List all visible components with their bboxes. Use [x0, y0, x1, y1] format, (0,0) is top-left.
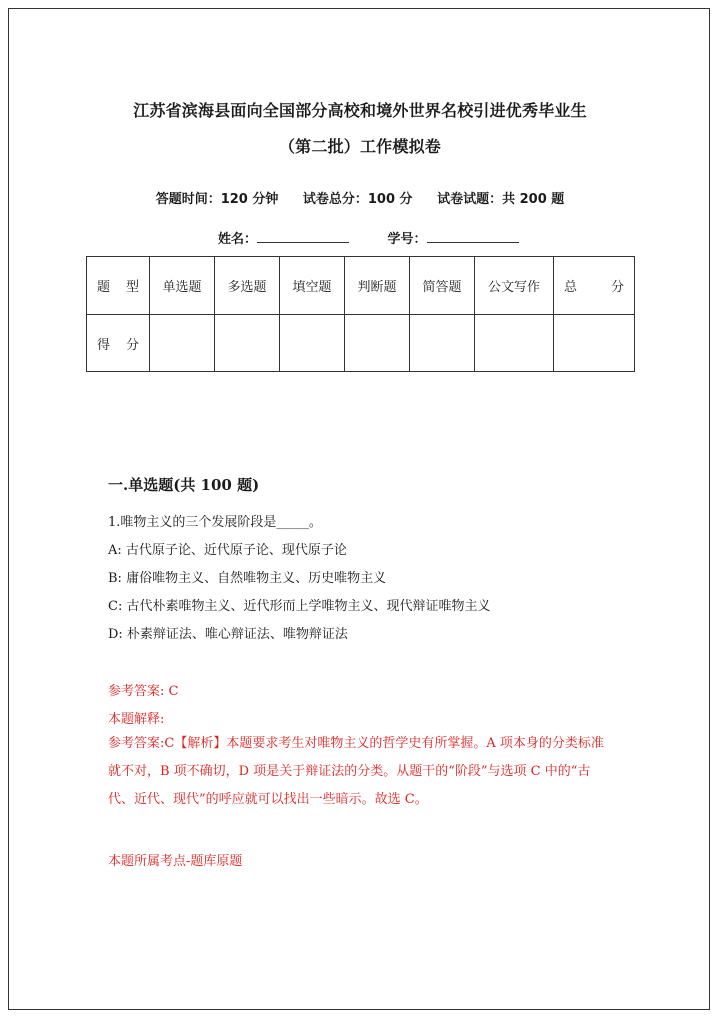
header-total-b: 分 [610, 280, 624, 295]
header-col-single: 单选题 [150, 257, 215, 315]
name-field [218, 228, 349, 247]
option-d[interactable]: D: 朴素辩证法、唯心辩证法、唯物辩证法 [108, 627, 348, 642]
id-field [388, 228, 519, 247]
header-col-judge: 判断题 [345, 257, 410, 315]
exam-total-score: 试卷总分：100 分 [302, 192, 413, 207]
score-table-header-row [87, 257, 635, 315]
header-col-multi: 多选题 [215, 257, 280, 315]
id-blank[interactable] [427, 230, 519, 243]
score-label-b: 分 [125, 337, 139, 353]
explanation-text: 参考答案:C【解析】本题要求考生对唯物主义的哲学史有所掌握。A 项本身的分类标准就不对，B 项不确切，D 项是关于辩证法的分类。从题干的“阶段”与选项 C 中的“古代、近代、现代”的呼应就可以找出一些暗示。故选 C。 [108, 736, 604, 807]
header-col-fill: 填空题 [280, 257, 345, 315]
explanation-label: 本题解释: [108, 712, 165, 727]
score-cell-judge[interactable] [345, 315, 410, 372]
header-col-short: 简答题 [410, 257, 475, 315]
question-stem: 1.唯物主义的三个发展阶段是_____。 [108, 515, 322, 530]
option-a[interactable]: A: 古代原子论、近代原子论、现代原子论 [108, 543, 347, 558]
header-type-cell [87, 257, 150, 315]
score-cell-total[interactable] [554, 315, 635, 372]
exam-time: 答题时间：120 分钟 [155, 192, 279, 207]
option-c[interactable]: C: 古代朴素唯物主义、近代形而上学唯物主义、现代辩证唯物主义 [108, 599, 491, 614]
exam-total-questions: 试卷试题：共 200 题 [437, 192, 565, 207]
header-type-b: 型 [125, 280, 139, 295]
name-label: 姓名： [218, 232, 258, 247]
score-label-cell [87, 315, 150, 372]
header-col-writing: 公文写作 [475, 257, 554, 315]
score-table-score-row [87, 315, 635, 372]
option-b[interactable]: B: 庸俗唯物主义、自然唯物主义、历史唯物主义 [108, 571, 387, 586]
header-type-a: 题 [97, 280, 111, 295]
answer-line: 参考答案: C [108, 684, 179, 699]
student-info [218, 228, 553, 247]
score-table [86, 256, 635, 372]
score-cell-multi[interactable] [215, 315, 280, 372]
score-cell-writing[interactable] [475, 315, 554, 372]
name-blank[interactable] [257, 230, 349, 243]
score-cell-fill[interactable] [280, 315, 345, 372]
header-total-a: 总 [564, 280, 578, 295]
exam-title-line-2: （第二批）工作模拟卷 [278, 137, 441, 156]
exam-title-line-1: 江苏省滨海县面向全国部分高校和境外世界名校引进优秀毕业生 [133, 101, 587, 120]
score-cell-short[interactable] [410, 315, 475, 372]
score-label-a: 得 [97, 337, 111, 353]
section-title: 一.单选题(共 100 题) [108, 476, 260, 494]
header-total-cell [554, 257, 635, 315]
score-cell-single[interactable] [150, 315, 215, 372]
question-source: 本题所属考点-题库原题 [108, 854, 243, 869]
id-label: 学号： [387, 232, 427, 247]
exam-meta [0, 188, 720, 207]
